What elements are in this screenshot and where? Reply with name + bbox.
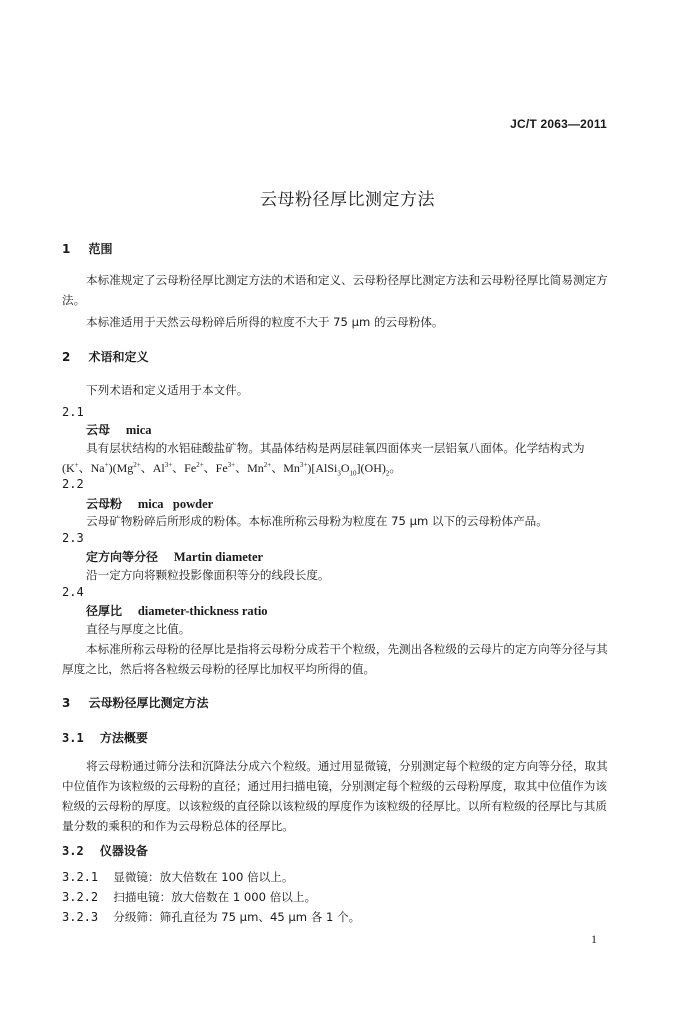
subsection-3-1-heading — [62, 729, 148, 746]
equipment-item-number: 3.2.2 — [62, 890, 99, 904]
section-3-title: 云母粉径厚比测定方法 — [88, 696, 209, 710]
equipment-item-text: 扫描电镜：放大倍数在 1 000 倍以上。 — [113, 890, 317, 904]
term-2-2-english: mica powder — [137, 497, 214, 511]
equipment-item-text: 显微镜：放大倍数在 100 倍以上。 — [113, 870, 294, 884]
term-2-3-number: 2.3 — [62, 531, 84, 545]
term-2-3-definition: 沿一定方向将颗粒投影像面积等分的线段长度。 — [86, 568, 330, 582]
term-2-4-chinese: 径厚比 — [86, 604, 123, 618]
subsection-3-2-title: 仪器设备 — [99, 844, 148, 858]
section-3-number: 3 — [62, 696, 71, 710]
section-3-heading — [62, 694, 209, 711]
term-2-4-english: diameter-thickness ratio — [137, 604, 268, 618]
subsection-3-2-heading — [62, 842, 148, 859]
subsection-3-1-title: 方法概要 — [99, 731, 148, 745]
section-2-heading — [62, 348, 149, 365]
term-2-1-number: 2.1 — [62, 405, 84, 419]
term-2-4-heading — [86, 602, 268, 619]
section-1-title: 范围 — [88, 242, 113, 256]
standard-code: JC/T 2063—2011 — [510, 117, 607, 131]
section-1-number: 1 — [62, 242, 71, 256]
chemical-formula: (K+、$Na^+)(Mg^{2+}$、$Al^{3+}$、$Fe^{2+}$、$Fe^{3+}$、$Mn^{2+}$、$Mn^{3+})[AlSi_3O_{10}](OH)_2$。 — [62, 461, 402, 478]
page-number: 1 — [591, 932, 597, 946]
section-1-paragraph-1: 本标准规定了云母粉径厚比测定方法的术语和定义、云母粉径厚比测定方法和云母粉径厚比简易测定方法。 — [62, 273, 608, 307]
term-2-3-chinese: 定方向等分径 — [86, 550, 159, 564]
subsection-3-1-paragraph: 将云母粉通过筛分法和沉降法分成六个粒级。通过用显微镜，分别测定每个粒级的定方向等分径，取其中位值作为该粒级的云母粉的直径；通过用扫描电镜，分别测定每个粒级的云母粉厚度，取其中位值作为该粒级的云母粉的厚度。以该粒级的直径除以该粒级的厚度作为该粒级的径厚比。以所有粒级的径厚比与其质量分数的乘积的和作为云母粉总体的径厚比。 — [62, 759, 608, 833]
section-2-title: 术语和定义 — [88, 350, 149, 364]
term-2-2-definition: 云母矿物粉碎后所形成的粉体。本标准所称云母粉为粒度在 75 μm 以下的云母粉体产品。 — [86, 514, 548, 528]
equipment-list-item — [62, 886, 316, 907]
section-1-paragraph-2: 本标准适用于天然云母粉碎后所得的粒度不大于 75 μm 的云母粉体。 — [86, 315, 444, 329]
term-2-1-definition: 具有层状结构的水铝硅酸盐矿物。其晶体结构是两层硅氧四面体夹一层铝氧八面体。化学结构式为 — [86, 441, 585, 455]
subsection-3-2-number: 3.2 — [62, 844, 84, 858]
term-2-2-chinese: 云母粉 — [86, 497, 123, 511]
document-title: 云母粉径厚比测定方法 — [260, 190, 435, 210]
term-2-4-definition-2: 本标准所称云母粉的径厚比是指将云母粉分成若干个粒级，先测出各粒级的云母片的定方向等分径与其厚度之比，然后将各粒级云母粉的径厚比加权平均所得的值。 — [62, 642, 608, 676]
term-2-1-chinese: 云母 — [86, 423, 111, 437]
equipment-item-number: 3.2.1 — [62, 870, 99, 884]
term-2-3-heading — [86, 548, 263, 565]
term-2-2-number: 2.2 — [62, 477, 84, 491]
subsection-3-1-number: 3.1 — [62, 731, 84, 745]
term-2-4-number: 2.4 — [62, 585, 84, 599]
term-2-1-english: mica — [125, 423, 152, 437]
equipment-list-item — [62, 906, 360, 927]
section-2-number: 2 — [62, 350, 71, 364]
section-2-intro: 下列术语和定义适用于本文件。 — [86, 383, 249, 397]
section-1-heading — [62, 240, 113, 257]
equipment-item-text: 分级筛：筛孔直径为 75 μm、45 μm 各 1 个。 — [113, 910, 361, 924]
term-2-4-definition-1: 直径与厚度之比值。 — [86, 622, 191, 636]
term-2-2-heading — [86, 495, 213, 512]
term-2-3-english: Martin diameter — [173, 550, 264, 564]
equipment-list-item — [62, 866, 293, 887]
equipment-item-number: 3.2.3 — [62, 910, 99, 924]
term-2-1-heading — [86, 421, 152, 438]
